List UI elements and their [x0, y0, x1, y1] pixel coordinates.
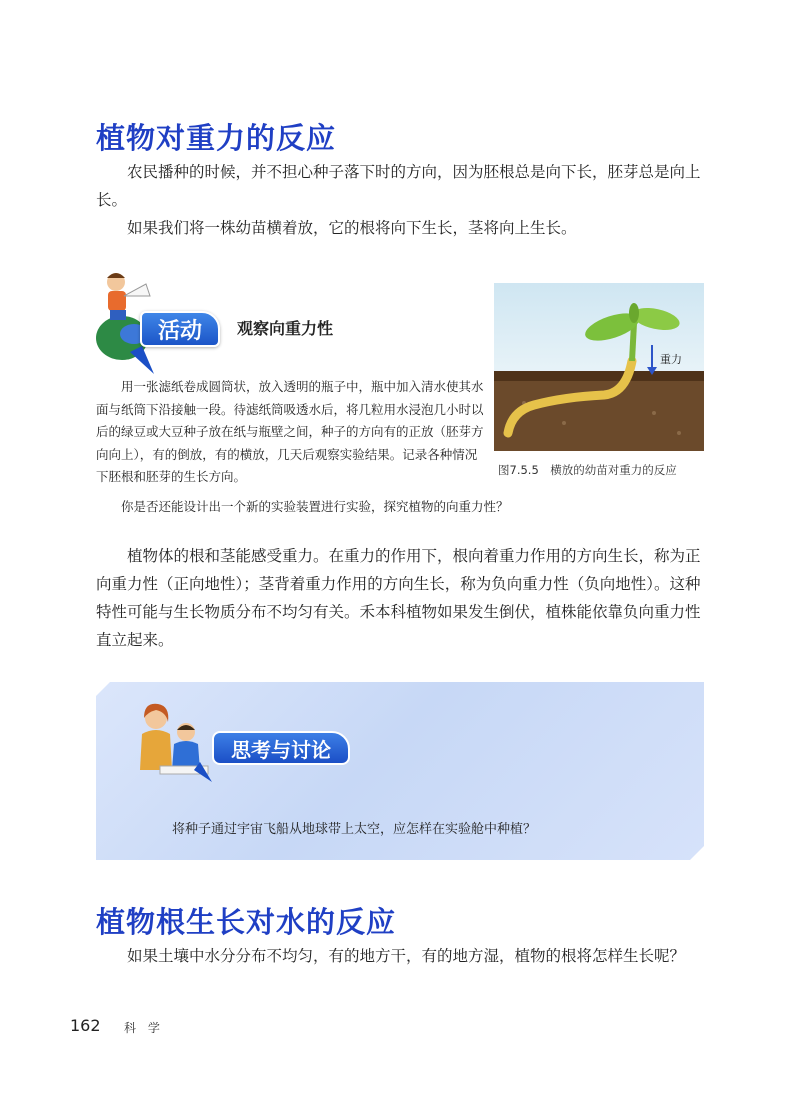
section-title-water: 植物根生长对水的反应	[96, 905, 397, 939]
activity-question: 你是否还能设计出一个新的实验装置进行实验，探究植物的向重力性？	[121, 499, 509, 514]
discussion-badge: 思考与讨论	[212, 731, 350, 765]
seedling-figure	[494, 283, 704, 451]
page-number: 162	[70, 1016, 101, 1035]
paragraph-intro-2: 如果我们将一株幼苗横着放，它的根将向下生长，茎将向上生长。	[127, 219, 577, 237]
paragraph-water-1: 如果土壤中水分分布不均匀，有的地方干，有的地方湿，植物的根将怎样生长呢？	[127, 947, 686, 965]
paragraph-gravitropism: 植物体的根和茎能感受重力。在重力的作用下，根向着重力作用的方向生长，称为正向重力性（正向地性）；茎背着重力作用的方向生长，称为负向重力性（负向地性）。这种特性可能与生长物质分布不均匀有关。禾本科植物如果发生倒伏，植株能依靠负向重力性直立起来。	[96, 547, 701, 649]
page-subject: 科 学	[124, 1021, 164, 1035]
figure-caption: 图7.5.5 横放的幼苗对重力的反应	[498, 463, 677, 477]
activity-title: 观察向重力性	[237, 319, 334, 338]
teacher-student-illustration	[130, 700, 220, 782]
gravity-label: 重力	[660, 353, 682, 366]
activity-text: 用一张滤纸卷成圆筒状，放入透明的瓶子中，瓶中加入清水使其水面与纸筒下沿接触一段。待滤纸筒吸透水后，将几粒用水浸泡几小时以后的绿豆或大豆种子放在纸与瓶壁之间，种子的方向有的正放（胚芽方向向上），有的倒放，有的横放，几天后观察实验结果。记录各种情况下胚根和胚芽的生长方向。	[96, 379, 484, 484]
activity-badge: 活动	[140, 311, 220, 347]
discussion-question: 将种子通过宇宙飞船从地球带上太空，应怎样在实验舱中种植？	[172, 822, 537, 837]
section-title-gravity: 植物对重力的反应	[96, 121, 337, 155]
paragraph-intro-1: 农民播种的时候，并不担心种子落下时的方向，因为胚根总是向下长，胚芽总是向上长。	[96, 163, 701, 209]
